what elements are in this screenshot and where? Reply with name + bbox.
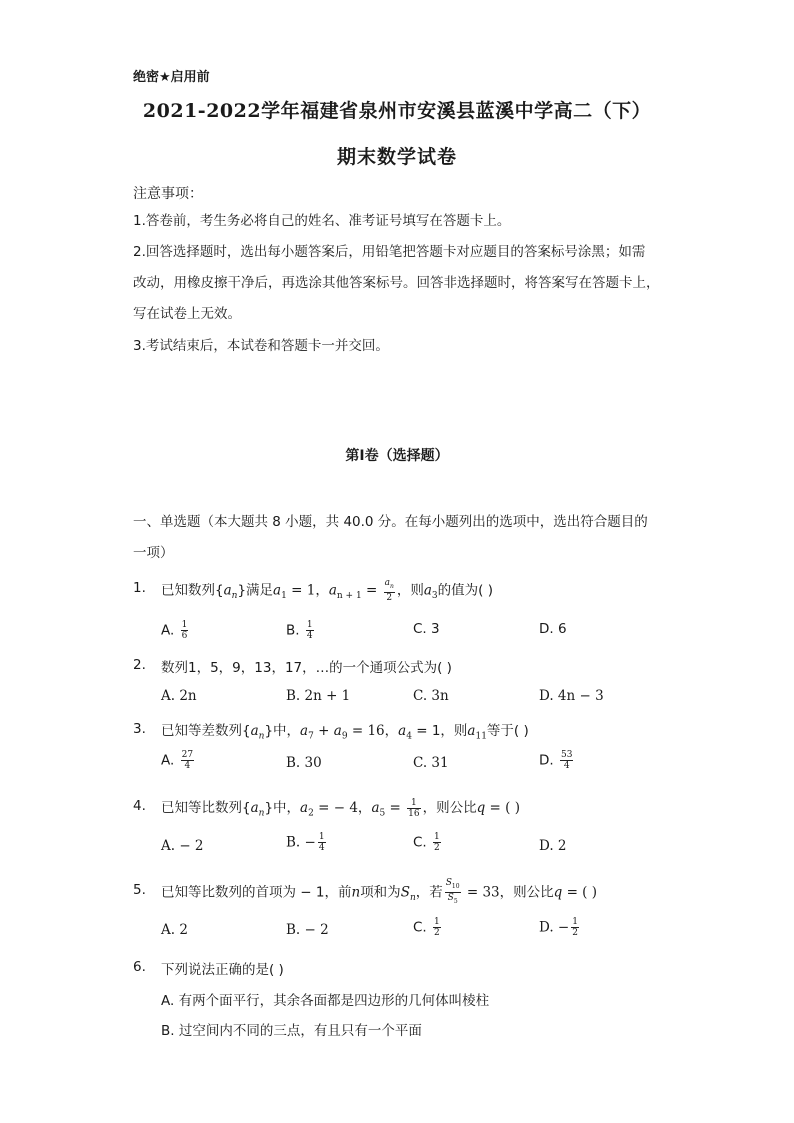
notice-item-1: 1.答卷前，考生务必将自己的姓名、准考证号填写在答题卡上。 bbox=[133, 213, 511, 229]
question-3-option-d: D. $\frac{53}{4}$ bbox=[539, 750, 573, 771]
question-5-number: 5. bbox=[133, 882, 146, 898]
section-title: 第Ⅰ卷（选择题） bbox=[345, 448, 449, 464]
question-1-fraction: $\frac{a_n}{2}$ bbox=[384, 578, 394, 603]
question-4-option-c: C. $\frac{1}{2}$ bbox=[413, 832, 440, 853]
question-1-option-a: A. $\frac{1}{6}$ bbox=[161, 620, 188, 641]
question-1-option-d: D. 6 bbox=[539, 621, 567, 637]
question-4-text: 已知等比数列$\{a_n\}$中，$a_2$ = − 4，$a_5$ = $\frac{1}{16}$ ，则公比q = ( ) bbox=[161, 797, 520, 819]
question-1-option-c: C. 3 bbox=[413, 621, 440, 637]
question-4-option-a: A. − 2 bbox=[161, 838, 204, 854]
notice-item-2-line3: 写在试卷上无效。 bbox=[133, 306, 241, 322]
exam-title-line2: 期末数学试卷 bbox=[336, 146, 457, 168]
question-4-option-b: B. − $\frac{1}{4}$ bbox=[286, 832, 325, 853]
question-5-text: 已知等比数列的首项为 − 1，前n项和为$S_n$，若 $\frac{S_{10}}{S_5}$ = 33，则公比q = ( ) bbox=[161, 878, 598, 905]
question-1-option-b: B. $\frac{1}{4}$ bbox=[286, 620, 313, 641]
part1-heading-line1: 一、单选题（本大题共 8 小题，共 40.0 分。在每小题列出的选项中，选出符合题目的 bbox=[133, 514, 648, 530]
question-2-option-b: B. 2n + 1 bbox=[286, 688, 351, 704]
question-5-option-a: A. 2 bbox=[161, 922, 188, 938]
question-3-text: 已知等差数列$\{a_n\}$中，$a_7 + a_9 = 16$，$a_4 = 1$，则$a_{11}$等于( ) bbox=[161, 723, 529, 742]
question-2-option-d: D. 4n − 3 bbox=[539, 688, 604, 704]
exam-title-line1: 2021-2022学年福建省泉州市安溪县蓝溪中学高二（下） bbox=[142, 100, 652, 122]
notice-heading: 注意事项： bbox=[133, 186, 203, 202]
question-4-option-d: D. 2 bbox=[539, 838, 567, 854]
question-3-option-b: B. 30 bbox=[286, 755, 322, 771]
question-2-option-c: C. 3n bbox=[413, 688, 449, 704]
question-2-option-a: A. 2n bbox=[161, 688, 197, 704]
question-6-option-b: B. 过空间内不同的三点，有且只有一个平面 bbox=[161, 1023, 422, 1039]
question-4-fraction: $\frac{1}{16}$ bbox=[408, 797, 420, 819]
question-5-fraction: $\frac{S_{10}}{S_5}$ bbox=[445, 878, 460, 905]
question-2-text: 数列1，5，9，13，17，…的一个通项公式为( ) bbox=[161, 660, 452, 676]
question-6-number: 6. bbox=[133, 959, 146, 975]
question-4-number: 4. bbox=[133, 798, 146, 814]
question-3-number: 3. bbox=[133, 721, 146, 737]
question-6-option-a: A. 有两个面平行，其余各面都是四边形的几何体叫棱柱 bbox=[161, 993, 490, 1009]
question-5-option-b: B. − 2 bbox=[286, 922, 329, 938]
question-5-option-c: C. $\frac{1}{2}$ bbox=[413, 917, 440, 938]
notice-item-2-line1: 2.回答选择题时，选出每小题答案后，用铅笔把答题卡对应题目的答案标号涂黑；如需 bbox=[133, 244, 646, 260]
question-3-option-c: C. 31 bbox=[413, 755, 449, 771]
question-2-number: 2. bbox=[133, 657, 146, 673]
notice-item-2-line2: 改动，用橡皮擦干净后，再选涂其他答案标号。回答非选择题时，将答案写在答题卡上， bbox=[133, 275, 660, 291]
confidential-label: 绝密★启用前 bbox=[133, 70, 210, 85]
notice-item-3: 3.考试结束后，本试卷和答题卡一并交回。 bbox=[133, 338, 389, 354]
question-1-number: 1. bbox=[133, 580, 146, 596]
part1-heading-line2: 一项） bbox=[133, 545, 174, 561]
question-6-text: 下列说法正确的是( ) bbox=[161, 962, 284, 978]
question-1-text: 已知数列$\{a_n\}$满足$a_1 = 1$，$a_{n + 1}$ = $\frac{a_n}{2}$ ，则$a_3$的值为( ) bbox=[161, 578, 493, 603]
question-3-option-a: A. $\frac{27}{4}$ bbox=[161, 750, 194, 771]
question-5-option-d: D. − $\frac{1}{2}$ bbox=[539, 917, 578, 938]
